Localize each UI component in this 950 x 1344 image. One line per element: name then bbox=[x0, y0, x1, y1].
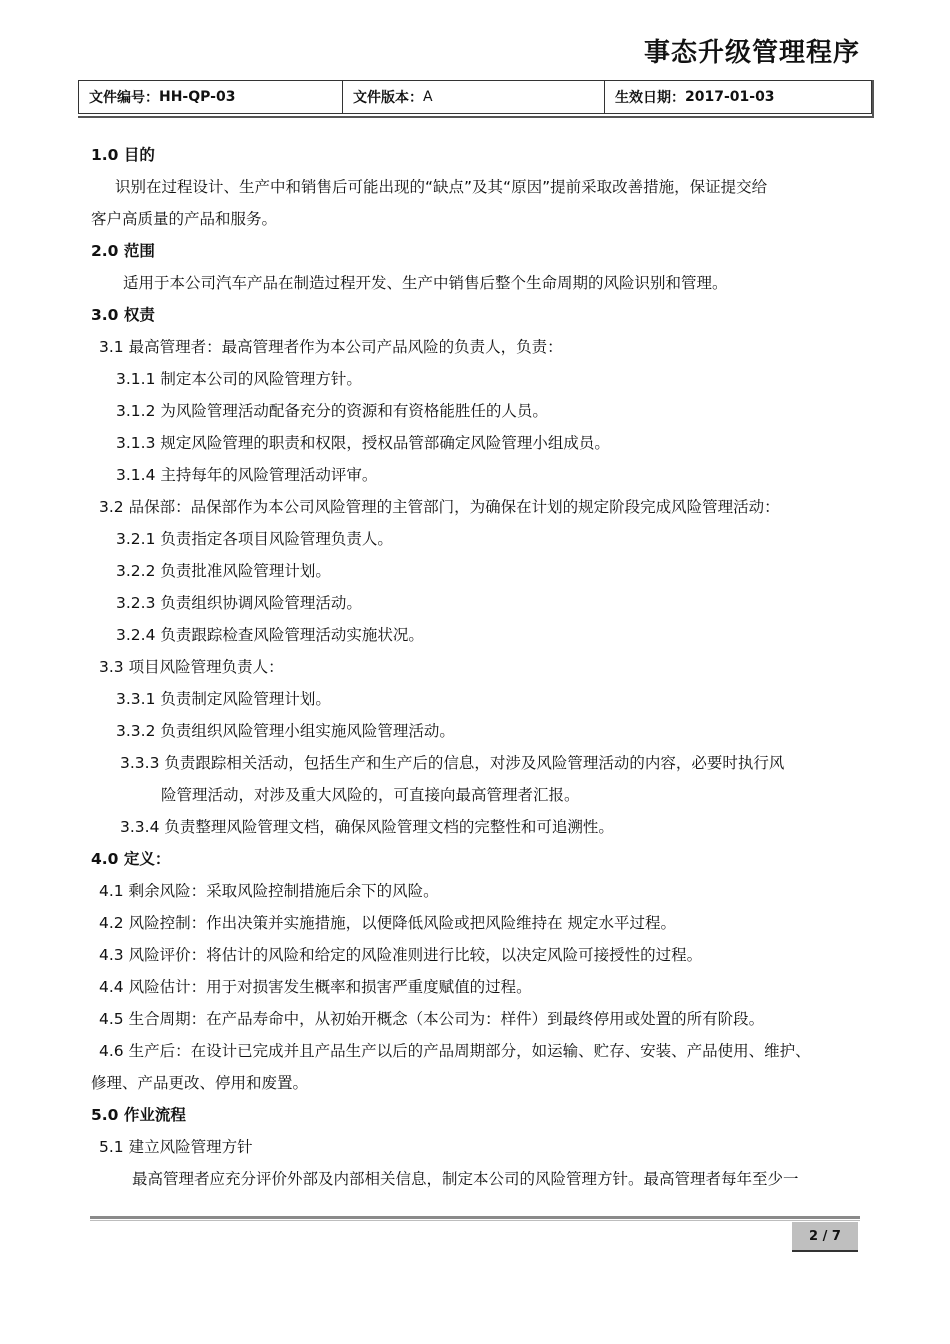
effective-date-label: 生效日期： bbox=[615, 90, 685, 106]
section-heading-definitions: 4.0 定义： bbox=[91, 850, 171, 868]
list-item: 3.2.1 负责指定各项目风险管理负责人。 bbox=[116, 530, 393, 548]
list-item: 3.2 品保部：品保部作为本公司风险管理的主管部门，为确保在计划的规定阶段完成风险管理活动： bbox=[99, 498, 780, 516]
list-item: 3.2.4 负责跟踪检查风险管理活动实施状况。 bbox=[116, 626, 424, 644]
definition-item: 4.4 风险估计：用于对损害发生概率和损害严重度赋值的过程。 bbox=[99, 978, 532, 996]
list-item: 3.3.1 负责制定风险管理计划。 bbox=[116, 690, 331, 708]
header-shadow-edge bbox=[872, 80, 874, 118]
document-meta-table bbox=[78, 80, 872, 114]
definition-item: 4.5 生合周期：在产品寿命中，从初始开概念（本公司为：样件）到最终停用或处置的所有阶段。 bbox=[99, 1010, 765, 1028]
doc-number-value: HH-QP-03 bbox=[159, 89, 236, 105]
footer-divider bbox=[90, 1216, 860, 1219]
paragraph-line: 识别在过程设计、生产中和销售后可能出现的“缺点”及其“原因”提前采取改善措施，保证提交给 bbox=[115, 178, 768, 196]
list-item: 3.3 项目风险管理负责人： bbox=[99, 658, 284, 676]
doc-number-cell bbox=[79, 81, 343, 113]
list-item: 3.1 最高管理者：最高管理者作为本公司产品风险的负责人，负责： bbox=[99, 338, 563, 356]
section-heading-purpose: 1.0 目的 bbox=[91, 146, 155, 164]
paragraph-line: 客户高质量的产品和服务。 bbox=[91, 210, 278, 228]
section-heading-scope: 2.0 范围 bbox=[91, 242, 155, 260]
footer-divider-thin bbox=[90, 1220, 860, 1221]
list-item: 3.2.3 负责组织协调风险管理活动。 bbox=[116, 594, 362, 612]
doc-version-value: A bbox=[423, 89, 433, 105]
page-number: 2 / 7 bbox=[792, 1222, 858, 1252]
definition-item-continuation: 修理、产品更改、停用和废置。 bbox=[91, 1074, 309, 1092]
list-item: 3.1.1 制定本公司的风险管理方针。 bbox=[116, 370, 362, 388]
paragraph-line: 适用于本公司汽车产品在制造过程开发、生产中销售后整个生命周期的风险识别和管理。 bbox=[123, 274, 728, 292]
doc-version-cell bbox=[343, 81, 605, 113]
section-heading-responsibility: 3.0 权责 bbox=[91, 306, 155, 324]
list-item-continuation: 险管理活动，对涉及重大风险的，可直接向最高管理者汇报。 bbox=[161, 786, 580, 804]
definition-item: 4.3 风险评价：将估计的风险和给定的风险准则进行比较，以决定风险可接授性的过程。 bbox=[99, 946, 703, 964]
doc-number-label: 文件编号： bbox=[89, 90, 159, 106]
header-divider bbox=[78, 116, 874, 118]
list-item: 3.1.3 规定风险管理的职责和权限，授权品管部确定风险管理小组成员。 bbox=[116, 434, 610, 452]
definition-item: 4.2 风险控制：作出决策并实施措施，以便降低风险或把风险维持在 规定水平过程。 bbox=[99, 914, 677, 932]
section-heading-workflow: 5.0 作业流程 bbox=[91, 1106, 186, 1124]
list-item: 3.3.4 负责整理风险管理文档，确保风险管理文档的完整性和可追溯性。 bbox=[120, 818, 614, 836]
subsection-heading: 5.1 建立风险管理方针 bbox=[99, 1138, 253, 1156]
list-item: 3.3.2 负责组织风险管理小组实施风险管理活动。 bbox=[116, 722, 455, 740]
effective-date-cell bbox=[605, 81, 871, 113]
list-item: 3.1.4 主持每年的风险管理活动评审。 bbox=[116, 466, 378, 484]
list-item: 3.3.3 负责跟踪相关活动，包括生产和生产后的信息，对涉及风险管理活动的内容，必要时执行风 bbox=[120, 754, 785, 772]
definition-item: 4.6 生产后：在设计已完成并且产品生产以后的产品周期部分，如运输、贮存、安装、产品使用、维护、 bbox=[99, 1042, 811, 1060]
list-item: 3.1.2 为风险管理活动配备充分的资源和有资格能胜任的人员。 bbox=[116, 402, 548, 420]
effective-date-value: 2017-01-03 bbox=[685, 89, 775, 105]
paragraph-line: 最高管理者应充分评价外部及内部相关信息，制定本公司的风险管理方针。最高管理者每年至少一 bbox=[132, 1170, 799, 1188]
list-item: 3.2.2 负责批准风险管理计划。 bbox=[116, 562, 331, 580]
definition-item: 4.1 剩余风险：采取风险控制措施后余下的风险。 bbox=[99, 882, 439, 900]
document-title: 事态升级管理程序 bbox=[643, 38, 860, 68]
doc-version-label: 文件版本： bbox=[353, 90, 423, 106]
